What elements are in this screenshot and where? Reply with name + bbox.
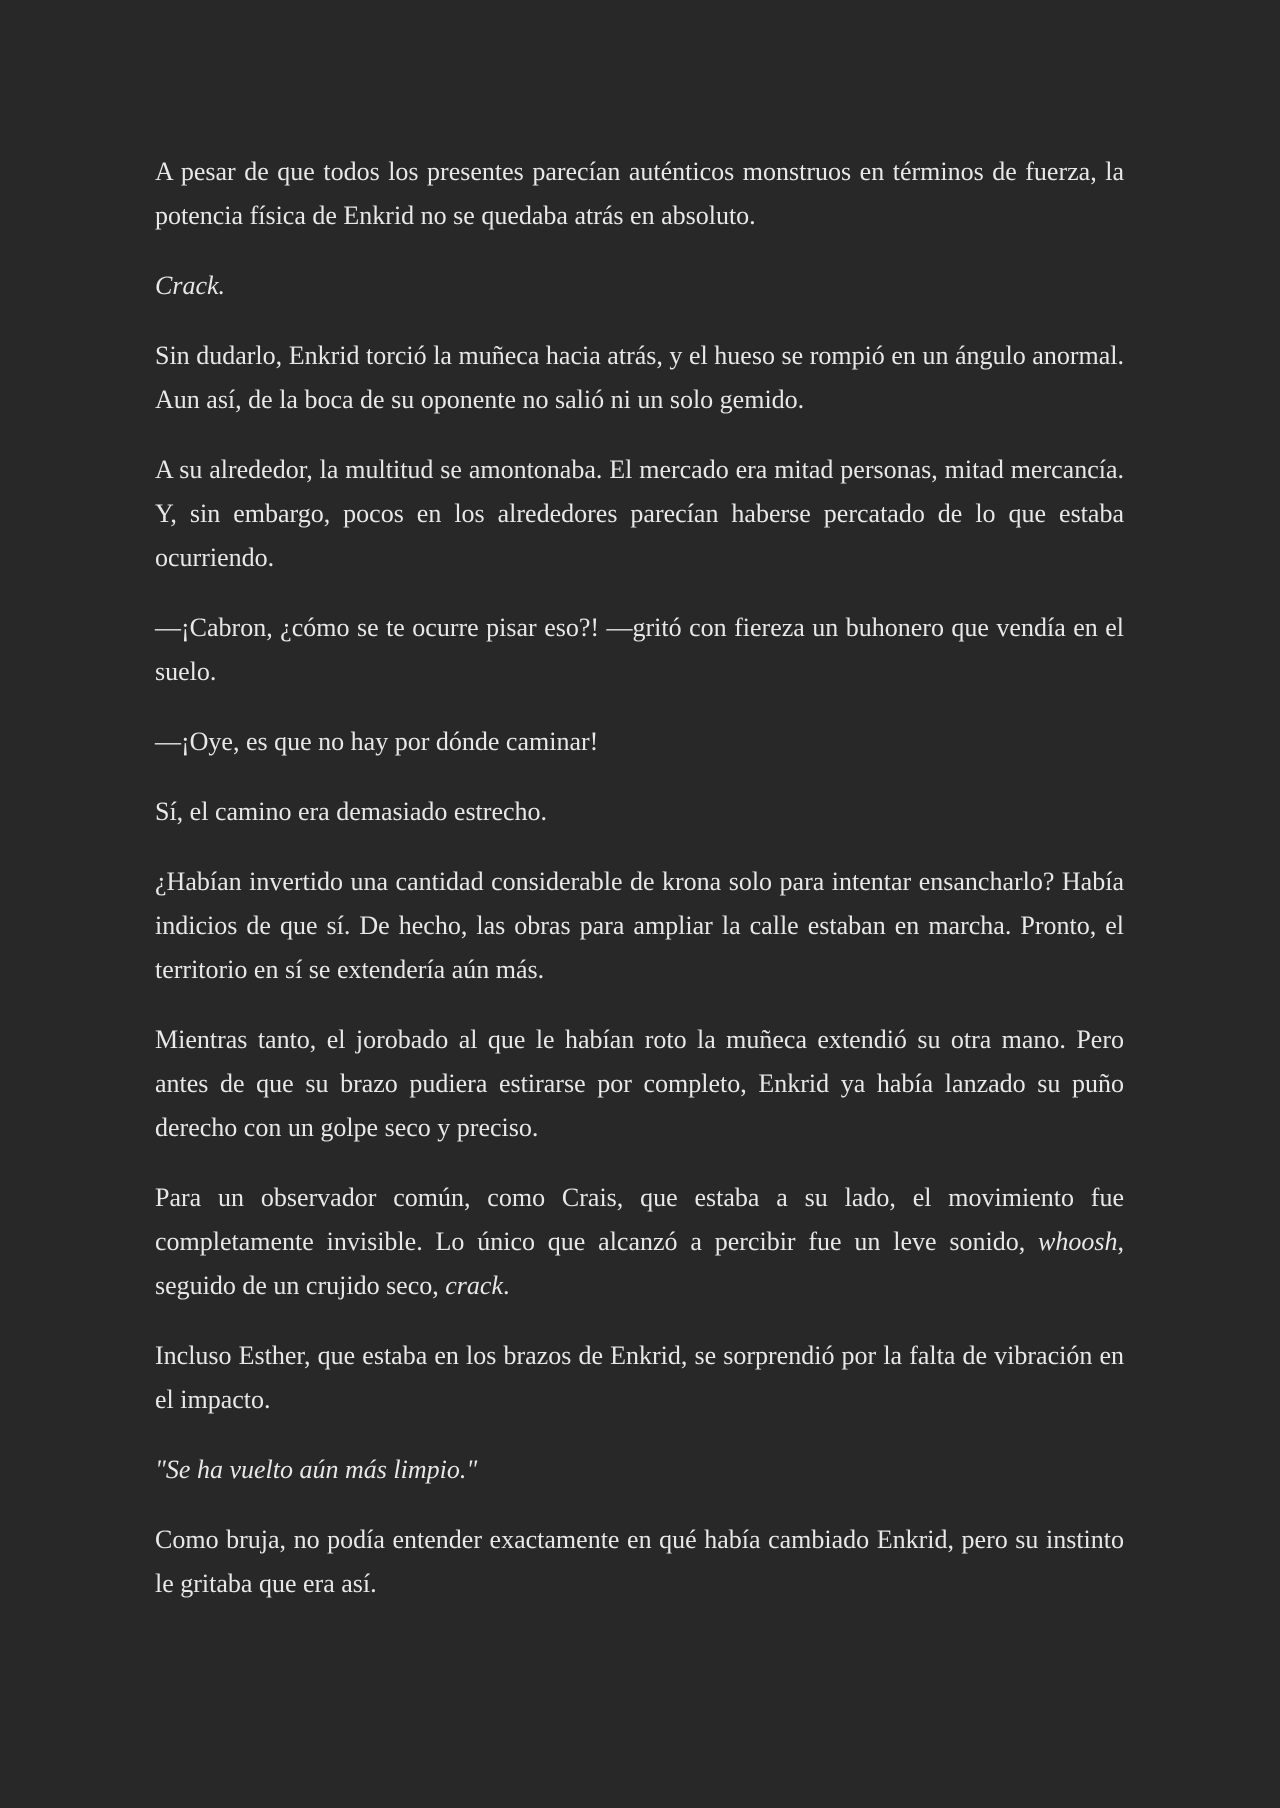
paragraph: Sin dudarlo, Enkrid torció la muñeca hacia atrás, y el hueso se rompió en un ángulo anormal. Aun así, de la boca de su oponente no salió ni un solo gemido. — [155, 341, 1124, 414]
text-run: , seguido de un crujido seco, — [155, 1227, 1124, 1300]
paragraph: Incluso Esther, que estaba en los brazos de Enkrid, se sorprendió por la falta de vibración en el impacto. — [155, 1341, 1124, 1414]
paragraph: ¿Habían invertido una cantidad considerable de krona solo para intentar ensancharlo? Había indicios de que sí. De hecho, las obras para ampliar la calle estaban en marcha. Pronto, el territorio en sí se extendería aún más. — [155, 867, 1124, 984]
paragraph-mixed — [155, 1176, 1124, 1308]
paragraph-thought: "Se ha vuelto aún más limpio." — [155, 1455, 478, 1484]
paragraph: Como bruja, no podía entender exactamente en qué había cambiado Enkrid, pero su instinto le gritaba que era así. — [155, 1525, 1124, 1598]
paragraph: A pesar de que todos los presentes parecían auténticos monstruos en términos de fuerza, la potencia física de Enkrid no se quedaba atrás en absoluto. — [155, 157, 1124, 230]
paragraph-dialogue: —¡Cabron, ¿cómo se te ocurre pisar eso?! —gritó con fiereza un buhonero que vendía en el suelo. — [155, 613, 1124, 686]
italic-sound-crack: crack — [445, 1271, 504, 1300]
paragraph-dialogue: —¡Oye, es que no hay por dónde caminar! — [155, 727, 599, 756]
paragraph: A su alrededor, la multitud se amontonaba. El mercado era mitad personas, mitad mercancía. Y, sin embargo, pocos en los alrededores parecían haberse percatado de lo que estaba ocurriendo. — [155, 455, 1124, 572]
paragraph-sound-effect: Crack. — [155, 271, 226, 300]
paragraph: Sí, el camino era demasiado estrecho. — [155, 797, 548, 826]
chapter-text — [155, 150, 1124, 1632]
paragraph: Mientras tanto, el jorobado al que le habían roto la muñeca extendió su otra mano. Pero antes de que su brazo pudiera estirarse por completo, Enkrid ya había lanzado su puño derecho con un golpe seco y preciso. — [155, 1025, 1124, 1142]
text-run: . — [503, 1271, 510, 1300]
italic-sound-whoosh: whoosh — [1038, 1227, 1118, 1256]
text-run: Para un observador común, como Crais, que estaba a su lado, el movimiento fue completamente invisible. Lo único que alcanzó a percibir fue un leve sonido, — [155, 1183, 1124, 1256]
